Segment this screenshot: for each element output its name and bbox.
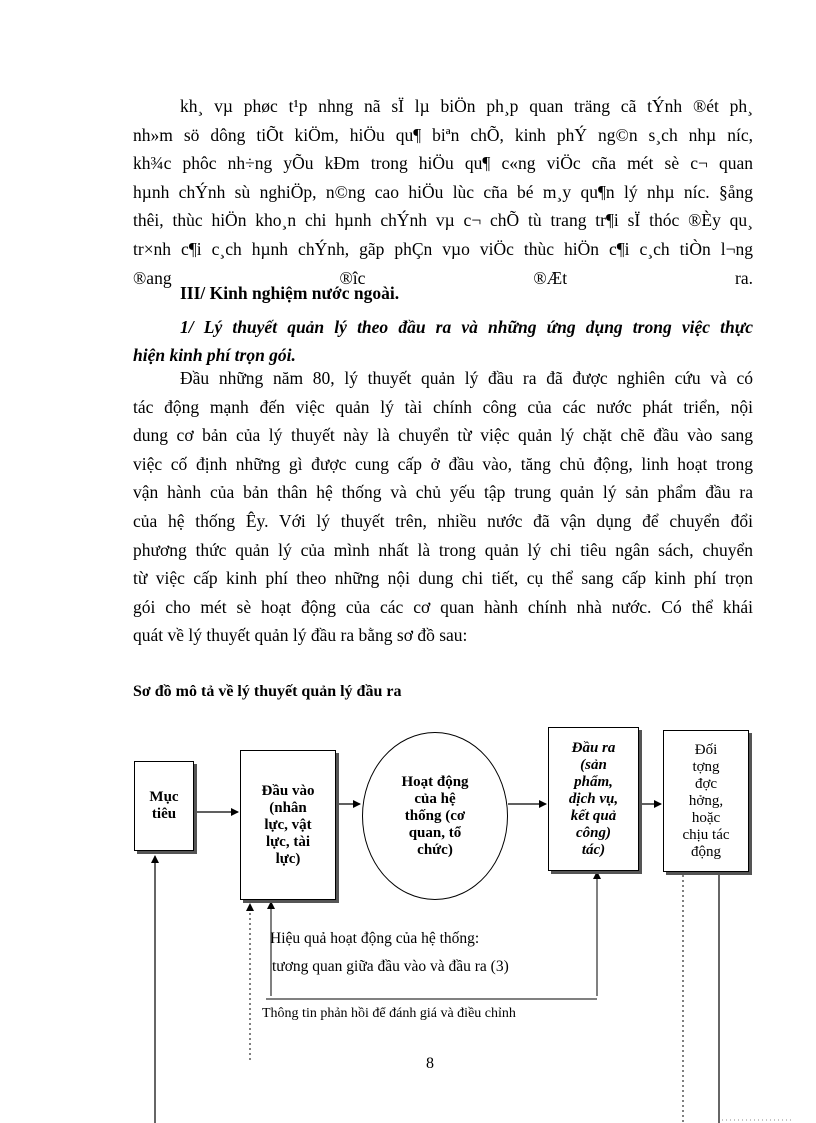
output-box [548,727,639,871]
box-line: chịu tác [682,826,730,843]
box-line: dịch vụ, [568,790,619,807]
box-line: Hoạt động [401,773,469,790]
efficiency-note-line-2: tương quan giữa đầu vào và đầu ra (3) [272,958,509,975]
box-line: quan, tổ [408,824,462,841]
text-line: vận hành của bản thân hệ thống và chủ yếu tập trung quản lý sản phẩm đầu ra [133,482,753,503]
box-line: thống (cơ [404,807,466,824]
box-line: Đầu ra [571,739,616,756]
box-line: đợc [694,775,718,792]
target-box [663,730,749,872]
text-line: thêi, thùc hiÖn kho¸n chi hµnh chÝnh vµ c¬ chÕ tù trang tr¶i sÏ thóc ®Èy qu¸ [133,210,753,231]
box-line: phẩm, [574,773,613,790]
box-line: Đầu vào [261,782,315,799]
text-line: ®ang ®îc ®Æt ra. [133,267,753,288]
text-line: nh»m sö dông tiÕt kiÖm, hiÖu qu¶ biªn chÕ, kinh phÝ ng©n s¸ch nhµ níc, [133,124,753,145]
text-line: của hệ thống Êy. Với lý thuyết trên, nhiều nước đã vận dụng để chuyển đổi [133,510,753,531]
diagram-title: Sơ đồ mô tả về lý thuyết quản lý đầu ra [133,683,402,700]
box-line: hoặc [691,809,721,826]
section-heading: III/ Kinh nghiệm nước ngoài. [180,283,400,303]
text-line: gói cho mét sè hoạt động của các cơ quan hành chính nhà nước. Có thể khái [133,596,753,617]
box-line: của hệ [414,790,456,807]
box-line: tiêu [151,806,177,822]
text-line: tác động mạnh đến việc quản lý tài chính công của các nước phát triển, nội [133,396,753,417]
box-line: hởng, [688,792,724,809]
goal-box [134,761,194,851]
text-line: Đầu những năm 80, lý thuyết quản lý đầu ra đã được nghiên cứu và có [180,368,753,388]
page-number: 8 [426,1055,434,1072]
box-line: kết quả [570,807,617,824]
box-line: Đối [694,741,718,758]
box-line: tác) [581,841,606,858]
box-line: chức) [417,841,453,858]
box-line: lực, tài [266,833,310,850]
text-line: kh¾c phôc nh÷ng yÕu kÐm trong hiÖu qu¶ c«ng viÖc cña mét sè c¬ quan [133,153,753,174]
box-line: lực) [275,850,301,867]
box-line: (nhân [269,799,307,816]
text-line: quát về lý thuyết quản lý đầu ra bằng sơ đồ sau: [133,625,468,646]
box-line: (sản [580,756,607,773]
text-line: tr×nh c¶i c¸ch hµnh chÝnh, gãp phÇn vµo viÖc thùc hiÖn c¶i c¸ch tiÒn l¬ng [133,238,753,259]
input-box [240,750,336,900]
text-line: từ việc cấp kinh phí theo những nội dung chi tiết, cụ thể sang cấp kinh phí trọn [133,568,753,589]
text-line: phương thức quản lý của mình nhất là trong quản lý chi tiêu ngân sách, chuyển [133,539,753,560]
text-line: dung cơ bản của lý thuyết này là chuyển từ việc quản lý chặt chẽ đầu vào sang [133,425,753,446]
text-line: việc cố định những gì được cung cấp ở đầu vào, tăng chủ động, linh hoạt trong [133,453,753,474]
activity-ellipse [362,732,508,900]
efficiency-note-line-1: Hiệu quả hoạt động của hệ thống: [270,930,480,947]
text-line: kh¸ vµ phøc t¹p nhng nã sÏ lµ biÖn ph¸p quan träng cã tÝnh ®ét ph¸ [180,96,753,116]
feedback-note: Thông tin phản hồi để đánh giá và điều chỉnh [262,1006,516,1021]
heading-line: hiện kinh phí trọn gói. [133,345,296,365]
box-line: công) [575,824,611,841]
text-line: hµnh chÝnh sù nghiÖp, n©ng cao hiÖu lùc cña bé m¸y qu¶n lý nhµ níc. §ång [133,181,753,202]
box-line: Mục [149,789,179,805]
heading-line: 1/ Lý thuyết quản lý theo đầu ra và những ứng dụng trong việc thực [180,317,753,337]
box-line: lực, vật [264,816,312,833]
box-line: động [691,843,721,860]
box-line: tợng [692,758,720,775]
